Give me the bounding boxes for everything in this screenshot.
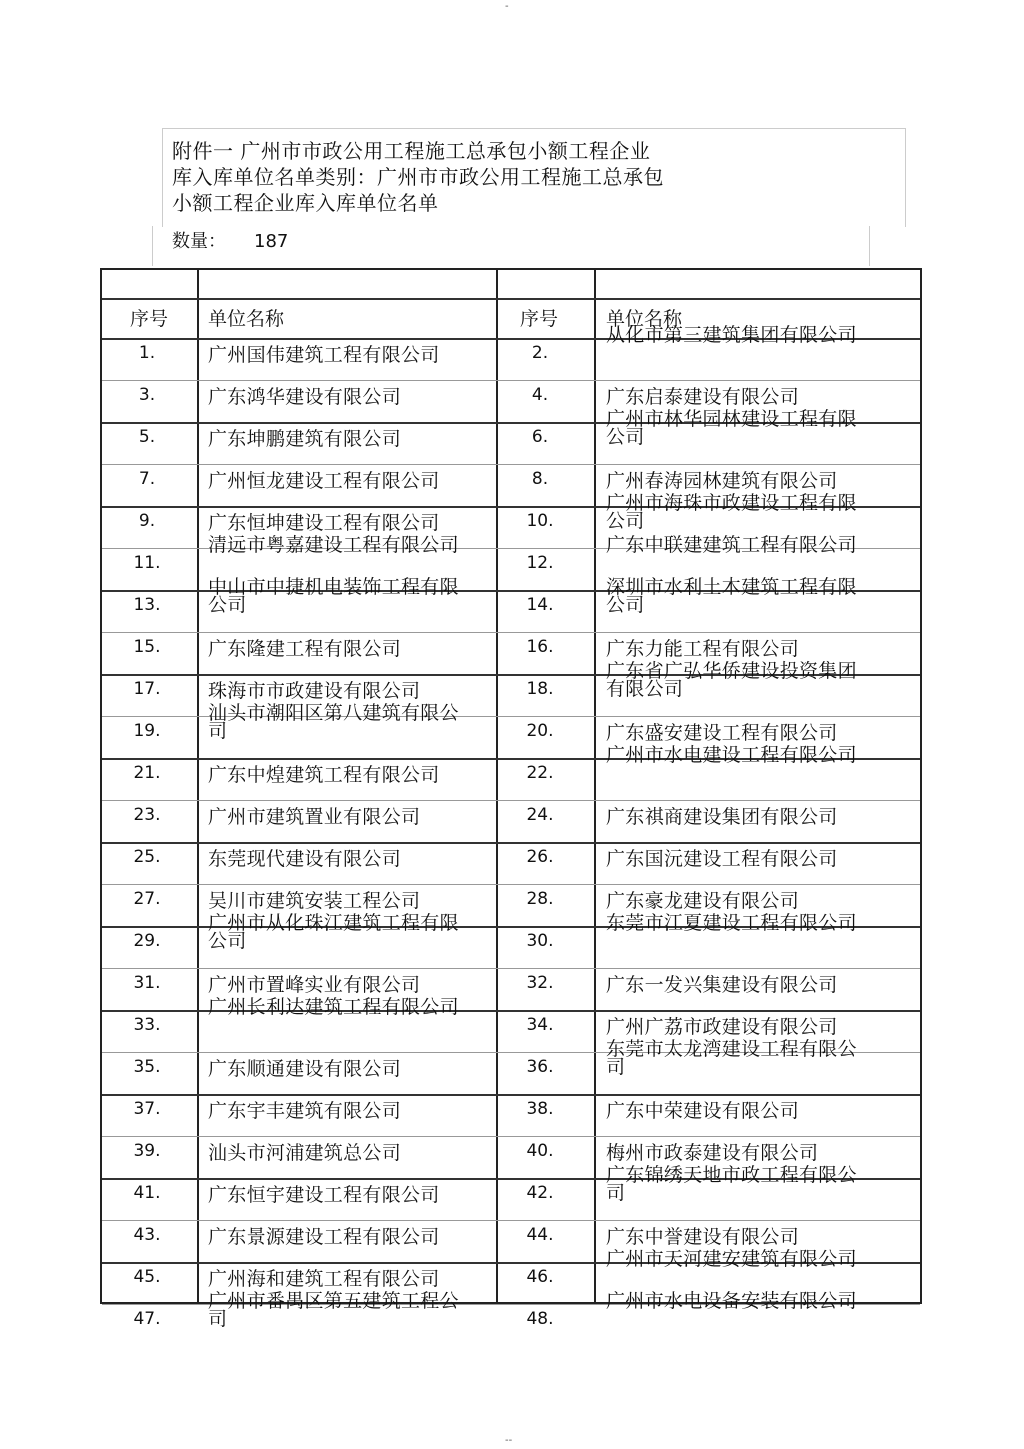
page-bottom-mark: -- (505, 1435, 513, 1446)
row-name-left: 广州长利达建筑工程有限公司 (208, 996, 459, 1018)
row-name-right: 广州市天河建安建筑有限公司 (606, 1248, 857, 1270)
row-name-right: 广东力能工程有限公司 (606, 638, 800, 660)
row-name-right: 东莞市太龙湾建设工程有限公司 (606, 1038, 857, 1078)
row-name-left: 广州海和建筑工程有限公司 (208, 1268, 440, 1290)
row-seq-right: 28. (526, 889, 554, 909)
row-seq-left: 9. (138, 511, 156, 531)
row-name-left: 汕头市河浦建筑总公司 (208, 1142, 402, 1164)
row-name-right: 广东锦绣天地市政工程有限公司 (606, 1164, 857, 1204)
row-name-left: 广州市建筑置业有限公司 (208, 806, 421, 828)
row-seq-right: 36. (526, 1057, 554, 1077)
row-name-right: 深圳市水利土木建筑工程有限公司 (606, 576, 857, 616)
document-title (172, 138, 692, 216)
row-name-left: 广东恒坤建设工程有限公司 (208, 512, 440, 534)
row-seq-left: 17. (133, 679, 161, 699)
row-seq-left: 29. (133, 931, 161, 951)
row-name-right: 广东中荣建设有限公司 (606, 1100, 800, 1122)
row-name-right: 梅州市政泰建设有限公司 (606, 1142, 819, 1164)
company-table (100, 268, 922, 1330)
row-name-left: 广州国伟建筑工程有限公司 (208, 344, 440, 366)
row-name-left: 广东顺通建设有限公司 (208, 1058, 402, 1080)
row-name-right: 广东盛安建设工程有限公司 (606, 722, 838, 744)
row-name-right: 广东豪龙建设有限公司 (606, 890, 800, 912)
page-top-mark: - (505, 1, 509, 12)
row-seq-right: 40. (526, 1141, 554, 1161)
table-row (102, 270, 920, 1330)
row-name-right: 广州市海珠市政建设工程有限公司 (606, 492, 857, 532)
header-name-left: 单位名称 (208, 308, 285, 330)
row-name-right: 广东中誉建设有限公司 (606, 1226, 800, 1248)
row-seq-left: 41. (133, 1183, 161, 1203)
row-seq-left: 3. (138, 385, 156, 405)
row-name-left: 广东中煌建筑工程有限公司 (208, 764, 440, 786)
row-seq-right: 20. (526, 721, 554, 741)
row-name-left: 汕头市潮阳区第八建筑有限公司 (208, 702, 459, 742)
title-line-3: 小额工程企业库入库单位名单 (172, 191, 439, 215)
row-seq-left: 43. (133, 1225, 161, 1245)
row-seq-left: 13. (133, 595, 161, 615)
row-seq-left: 25. (133, 847, 161, 867)
row-name-left: 东莞现代建设有限公司 (208, 848, 402, 870)
row-seq-left: 7. (138, 469, 156, 489)
row-seq-left: 11. (133, 553, 161, 573)
row-seq-left: 37. (133, 1099, 161, 1119)
row-name-right: 广东启泰建设有限公司 (606, 386, 800, 408)
row-seq-right: 32. (526, 973, 554, 993)
row-seq-right: 24. (526, 805, 554, 825)
row-seq-right: 26. (526, 847, 554, 867)
row-seq-left: 27. (133, 889, 161, 909)
header-name-right: 单位名称 (606, 308, 683, 330)
title-line-1: 附件一 广州市市政公用工程施工总承包小额工程企业 (172, 139, 651, 163)
row-seq-left: 21. (133, 763, 161, 783)
row-seq-left: 15. (133, 637, 161, 657)
row-seq-left: 39. (133, 1141, 161, 1161)
row-name-left: 清远市粤嘉建设工程有限公司 (208, 534, 459, 556)
row-name-right: 东莞市江夏建设工程有限公司 (606, 912, 857, 934)
row-seq-right: 12. (526, 553, 554, 573)
row-seq-right: 34. (526, 1015, 554, 1035)
row-name-right: 从化市第三建筑集团有限公司 (606, 324, 857, 346)
row-name-left: 广州市番禺区第五建筑工程公司 (208, 1290, 459, 1330)
row-name-left: 珠海市市政建设有限公司 (208, 680, 421, 702)
entry-count (172, 230, 288, 254)
row-name-right: 广州市林华园林建设工程有限公司 (606, 408, 857, 448)
row-name-right: 广州市水电设备安装有限公司 (606, 1290, 857, 1312)
row-seq-left: 23. (133, 805, 161, 825)
row-seq-right: 4. (531, 385, 549, 405)
row-seq-left: 5. (138, 427, 156, 447)
row-name-right: 广东一发兴集建设有限公司 (606, 974, 838, 996)
row-name-right: 广州市水电建设工程有限公司 (606, 744, 857, 766)
row-seq-left: 35. (133, 1057, 161, 1077)
row-seq-right: 22. (526, 763, 554, 783)
row-name-left: 广州恒龙建设工程有限公司 (208, 470, 440, 492)
header-seq-left: 序号 (130, 308, 169, 330)
row-name-right: 广州春涛园林建筑有限公司 (606, 470, 838, 492)
row-seq-right: 14. (526, 595, 554, 615)
row-name-left: 广东恒宇建设工程有限公司 (208, 1184, 440, 1206)
row-name-left: 广东宇丰建筑有限公司 (208, 1100, 402, 1122)
row-seq-left: 31. (133, 973, 161, 993)
row-name-right: 广东国沅建设工程有限公司 (606, 848, 838, 870)
row-name-right: 广东中联建建筑工程有限公司 (606, 534, 857, 556)
row-seq-right: 2. (531, 343, 549, 363)
row-seq-left: 1. (138, 343, 156, 363)
row-name-right: 广东省广弘华侨建设投资集团有限公司 (606, 660, 857, 700)
count-label: 数量： (172, 231, 226, 252)
row-name-left: 广州市置峰实业有限公司 (208, 974, 421, 996)
count-value: 187 (254, 231, 289, 252)
row-seq-left: 19. (133, 721, 161, 741)
row-name-left: 广东坤鹏建筑有限公司 (208, 428, 402, 450)
row-seq-right: 16. (526, 637, 554, 657)
row-seq-right: 8. (531, 469, 549, 489)
header-seq-right: 序号 (520, 308, 559, 330)
row-seq-right: 46. (526, 1267, 554, 1287)
row-seq-right: 6. (531, 427, 549, 447)
row-seq-left: 33. (133, 1015, 161, 1035)
row-seq-right: 18. (526, 679, 554, 699)
row-seq-left: 45. (133, 1267, 161, 1287)
title-line-2: 库入库单位名单类别：广州市市政公用工程施工总承包 (172, 165, 664, 189)
row-seq-right: 10. (526, 511, 554, 531)
row-seq-right: 30. (526, 931, 554, 951)
row-name-left: 广东鸿华建设有限公司 (208, 386, 402, 408)
row-seq-left: 47. (133, 1309, 161, 1329)
row-name-right: 广州广荔市政建设有限公司 (606, 1016, 838, 1038)
row-seq-right: 42. (526, 1183, 554, 1203)
row-seq-right: 38. (526, 1099, 554, 1119)
row-name-left: 广东景源建设工程有限公司 (208, 1226, 440, 1248)
row-name-left: 广州市从化珠江建筑工程有限公司 (208, 912, 459, 952)
row-name-left: 吴川市建筑安装工程公司 (208, 890, 421, 912)
row-seq-right: 44. (526, 1225, 554, 1245)
row-name-right: 广东祺商建设集团有限公司 (606, 806, 838, 828)
row-seq-right: 48. (526, 1309, 554, 1329)
row-name-left: 中山市中捷机电装饰工程有限公司 (208, 576, 459, 616)
row-name-left: 广东隆建工程有限公司 (208, 638, 402, 660)
